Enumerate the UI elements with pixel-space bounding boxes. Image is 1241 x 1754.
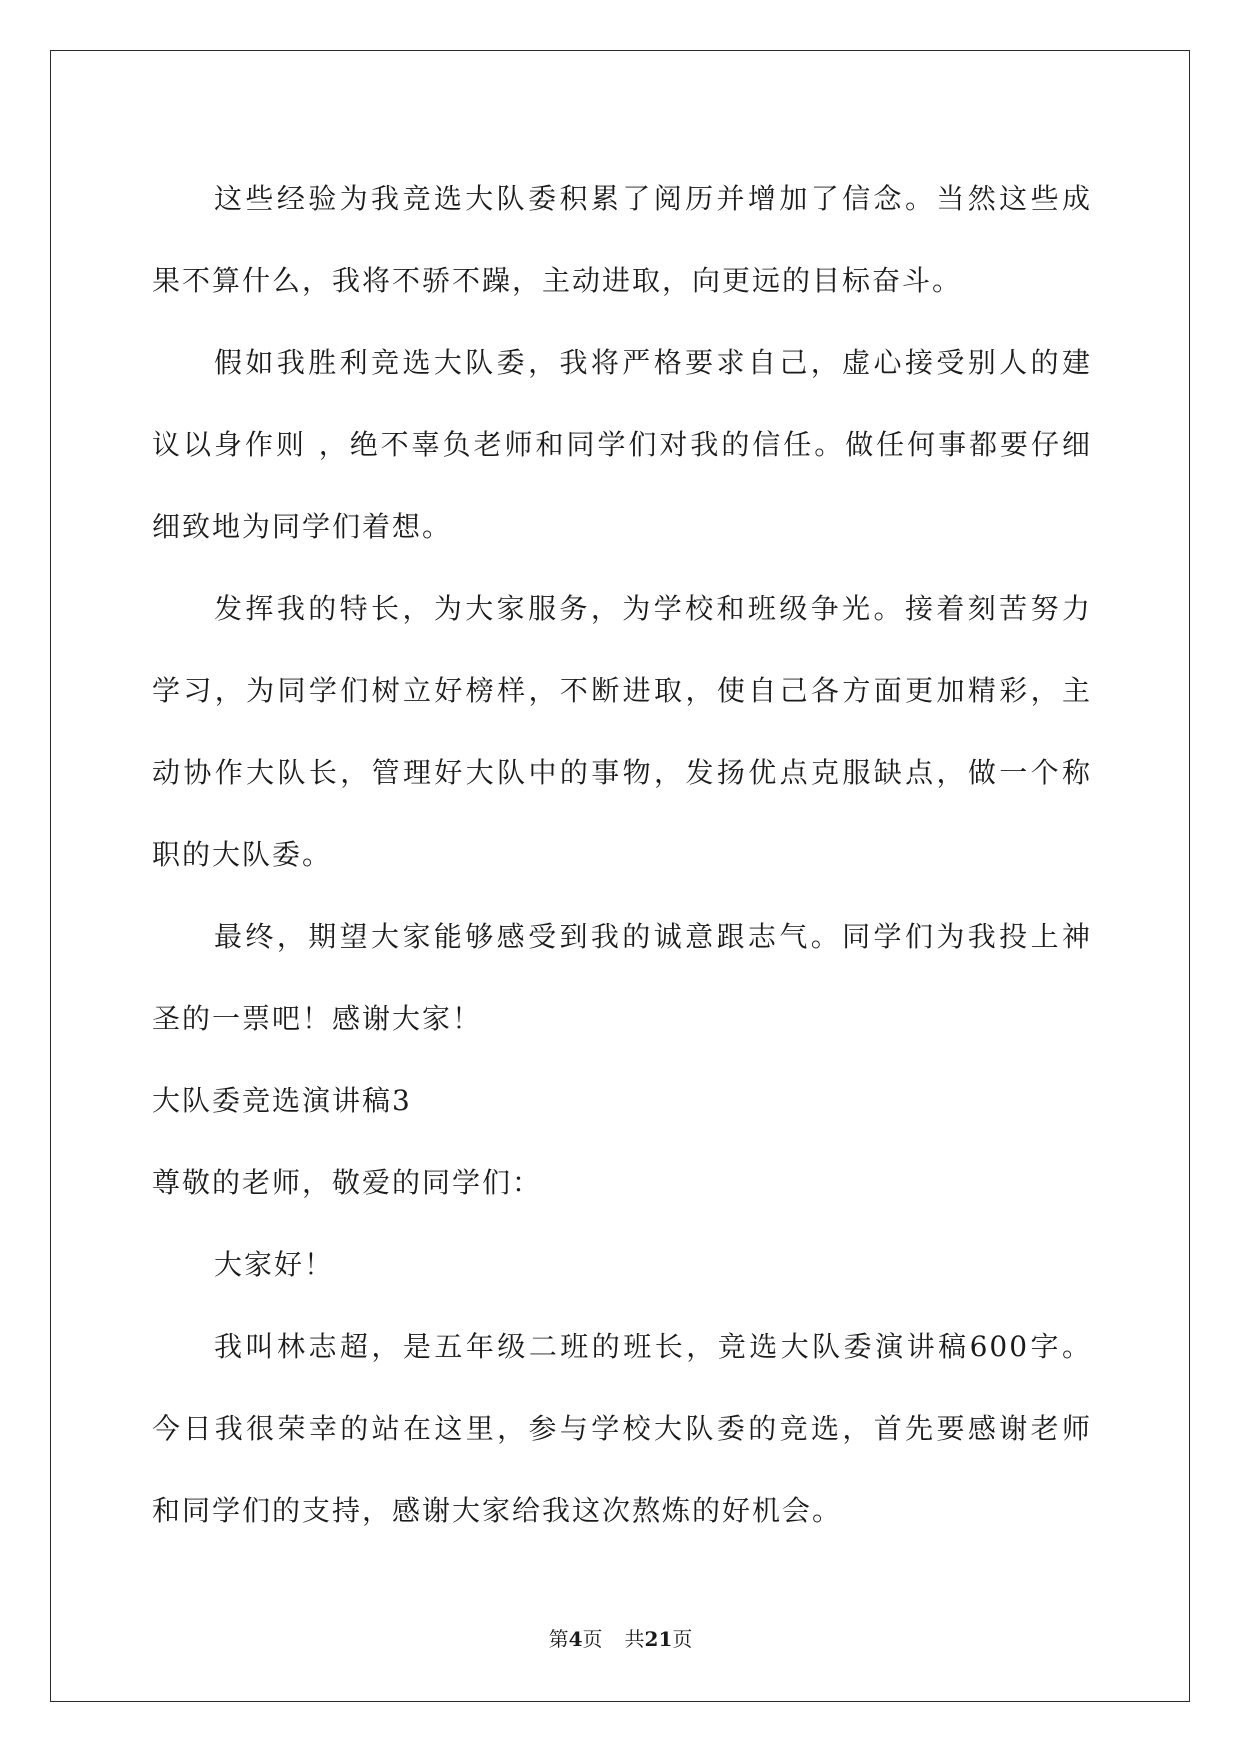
salutation: 尊敬的老师，敬爱的同学们： <box>152 1166 543 1199</box>
document-body <box>152 158 1092 1552</box>
section-heading: 大队委竞选演讲稿3 <box>152 1084 412 1117</box>
page-number: 4 <box>568 1627 583 1651</box>
text-line: 学习，为同学们树立好榜样，不断进取，使自己各方面更加精彩，主 <box>152 674 1092 707</box>
footer-total-prefix: 共 <box>624 1627 645 1651</box>
text-line: 果不算什么，我将不骄不躁，主动进取，向更远的目标奋斗。 <box>152 264 963 297</box>
footer-page-suffix: 页 <box>582 1627 603 1651</box>
footer-prefix: 第 <box>548 1627 569 1651</box>
text-line: 和同学们的支持，感谢大家给我这次熬炼的好机会。 <box>152 1494 843 1527</box>
text-line: 发挥我的特长，为大家服务，为学校和班级争光。接着刻苦努力 <box>214 592 1092 625</box>
total-pages: 21 <box>644 1627 673 1651</box>
text-line: 假如我胜利竞选大队委，我将严格要求自己，虚心接受别人的建 <box>214 346 1092 379</box>
text-line: 圣的一票吧！感谢大家！ <box>152 1002 483 1035</box>
text-line: 这些经验为我竞选大队委积累了阅历并增加了信念。当然这些成 <box>214 182 1092 215</box>
text-line: 今日我很荣幸的站在这里，参与学校大队委的竞选，首先要感谢老师 <box>152 1412 1092 1445</box>
text-line: 议以身作则 ，绝不辜负老师和同学们对我的信任。做任何事都要仔细 <box>152 428 1092 461</box>
text-line: 职的大队委。 <box>152 838 333 871</box>
page-footer <box>0 1623 1241 1652</box>
footer-total-suffix: 页 <box>672 1627 693 1651</box>
text-line: 动协作大队长，管理好大队中的事物，发扬优点克服缺点，做一个称 <box>152 756 1092 789</box>
text-line: 细致地为同学们着想。 <box>152 510 453 543</box>
text-line: 最终，期望大家能够感受到我的诚意跟志气。同学们为我投上神 <box>214 920 1092 953</box>
text-line: 我叫林志超，是五年级二班的班长，竞选大队委演讲稿600字。 <box>214 1330 1092 1363</box>
greeting: 大家好！ <box>214 1248 335 1281</box>
